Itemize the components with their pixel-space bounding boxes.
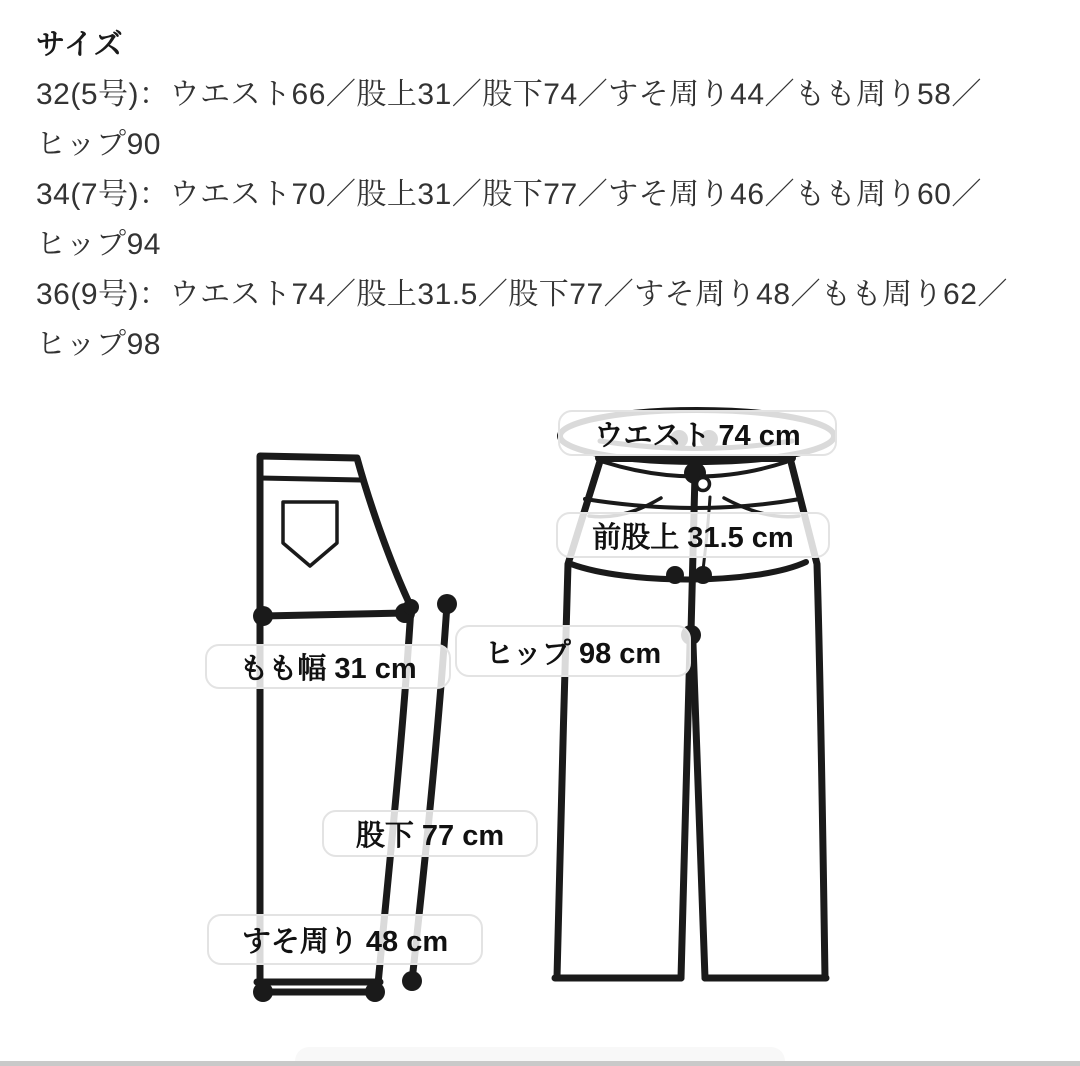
- thigh-width-measurement-text: もも幅 31 cm: [239, 653, 417, 685]
- size-heading: サイズ: [36, 29, 124, 61]
- front-rise-measurement-label: [556, 512, 830, 558]
- bottom-divider: [0, 1061, 1080, 1066]
- hem-measurement-label: [207, 914, 483, 965]
- size-spec-line: ヒップ90: [36, 128, 161, 161]
- size-spec-line: 34(7号)：ウエスト70／股上31／股下77／すそ周り46／もも周り60／: [36, 178, 982, 211]
- size-spec-line: ヒップ94: [36, 228, 161, 261]
- hip-measurement-text: ヒップ 98 cm: [484, 637, 662, 670]
- size-spec-line: 32(5号)：ウエスト66／股上31／股下74／すそ周り44／もも周り58／: [36, 78, 982, 111]
- hem-measurement-text: すそ周り 48 cm: [241, 926, 449, 958]
- waist-measurement-text: ウエスト 74 cm: [594, 419, 801, 452]
- inseam-measurement-label: [322, 810, 538, 857]
- front-rise-measurement-text: 前股上 31.5 cm: [592, 521, 794, 554]
- size-spec-line: 36(9号)：ウエスト74／股上31.5／股下77／すそ周り48／もも周り62／: [36, 278, 1008, 311]
- pants-front-view-drawing: [555, 410, 834, 978]
- size-spec-line: ヒップ98: [36, 328, 161, 361]
- thigh-width-measurement-label: [205, 644, 451, 689]
- waist-measurement-label: [558, 410, 837, 456]
- hip-measurement-label: [455, 625, 691, 677]
- inseam-measurement-text: 股下 77 cm: [355, 820, 505, 852]
